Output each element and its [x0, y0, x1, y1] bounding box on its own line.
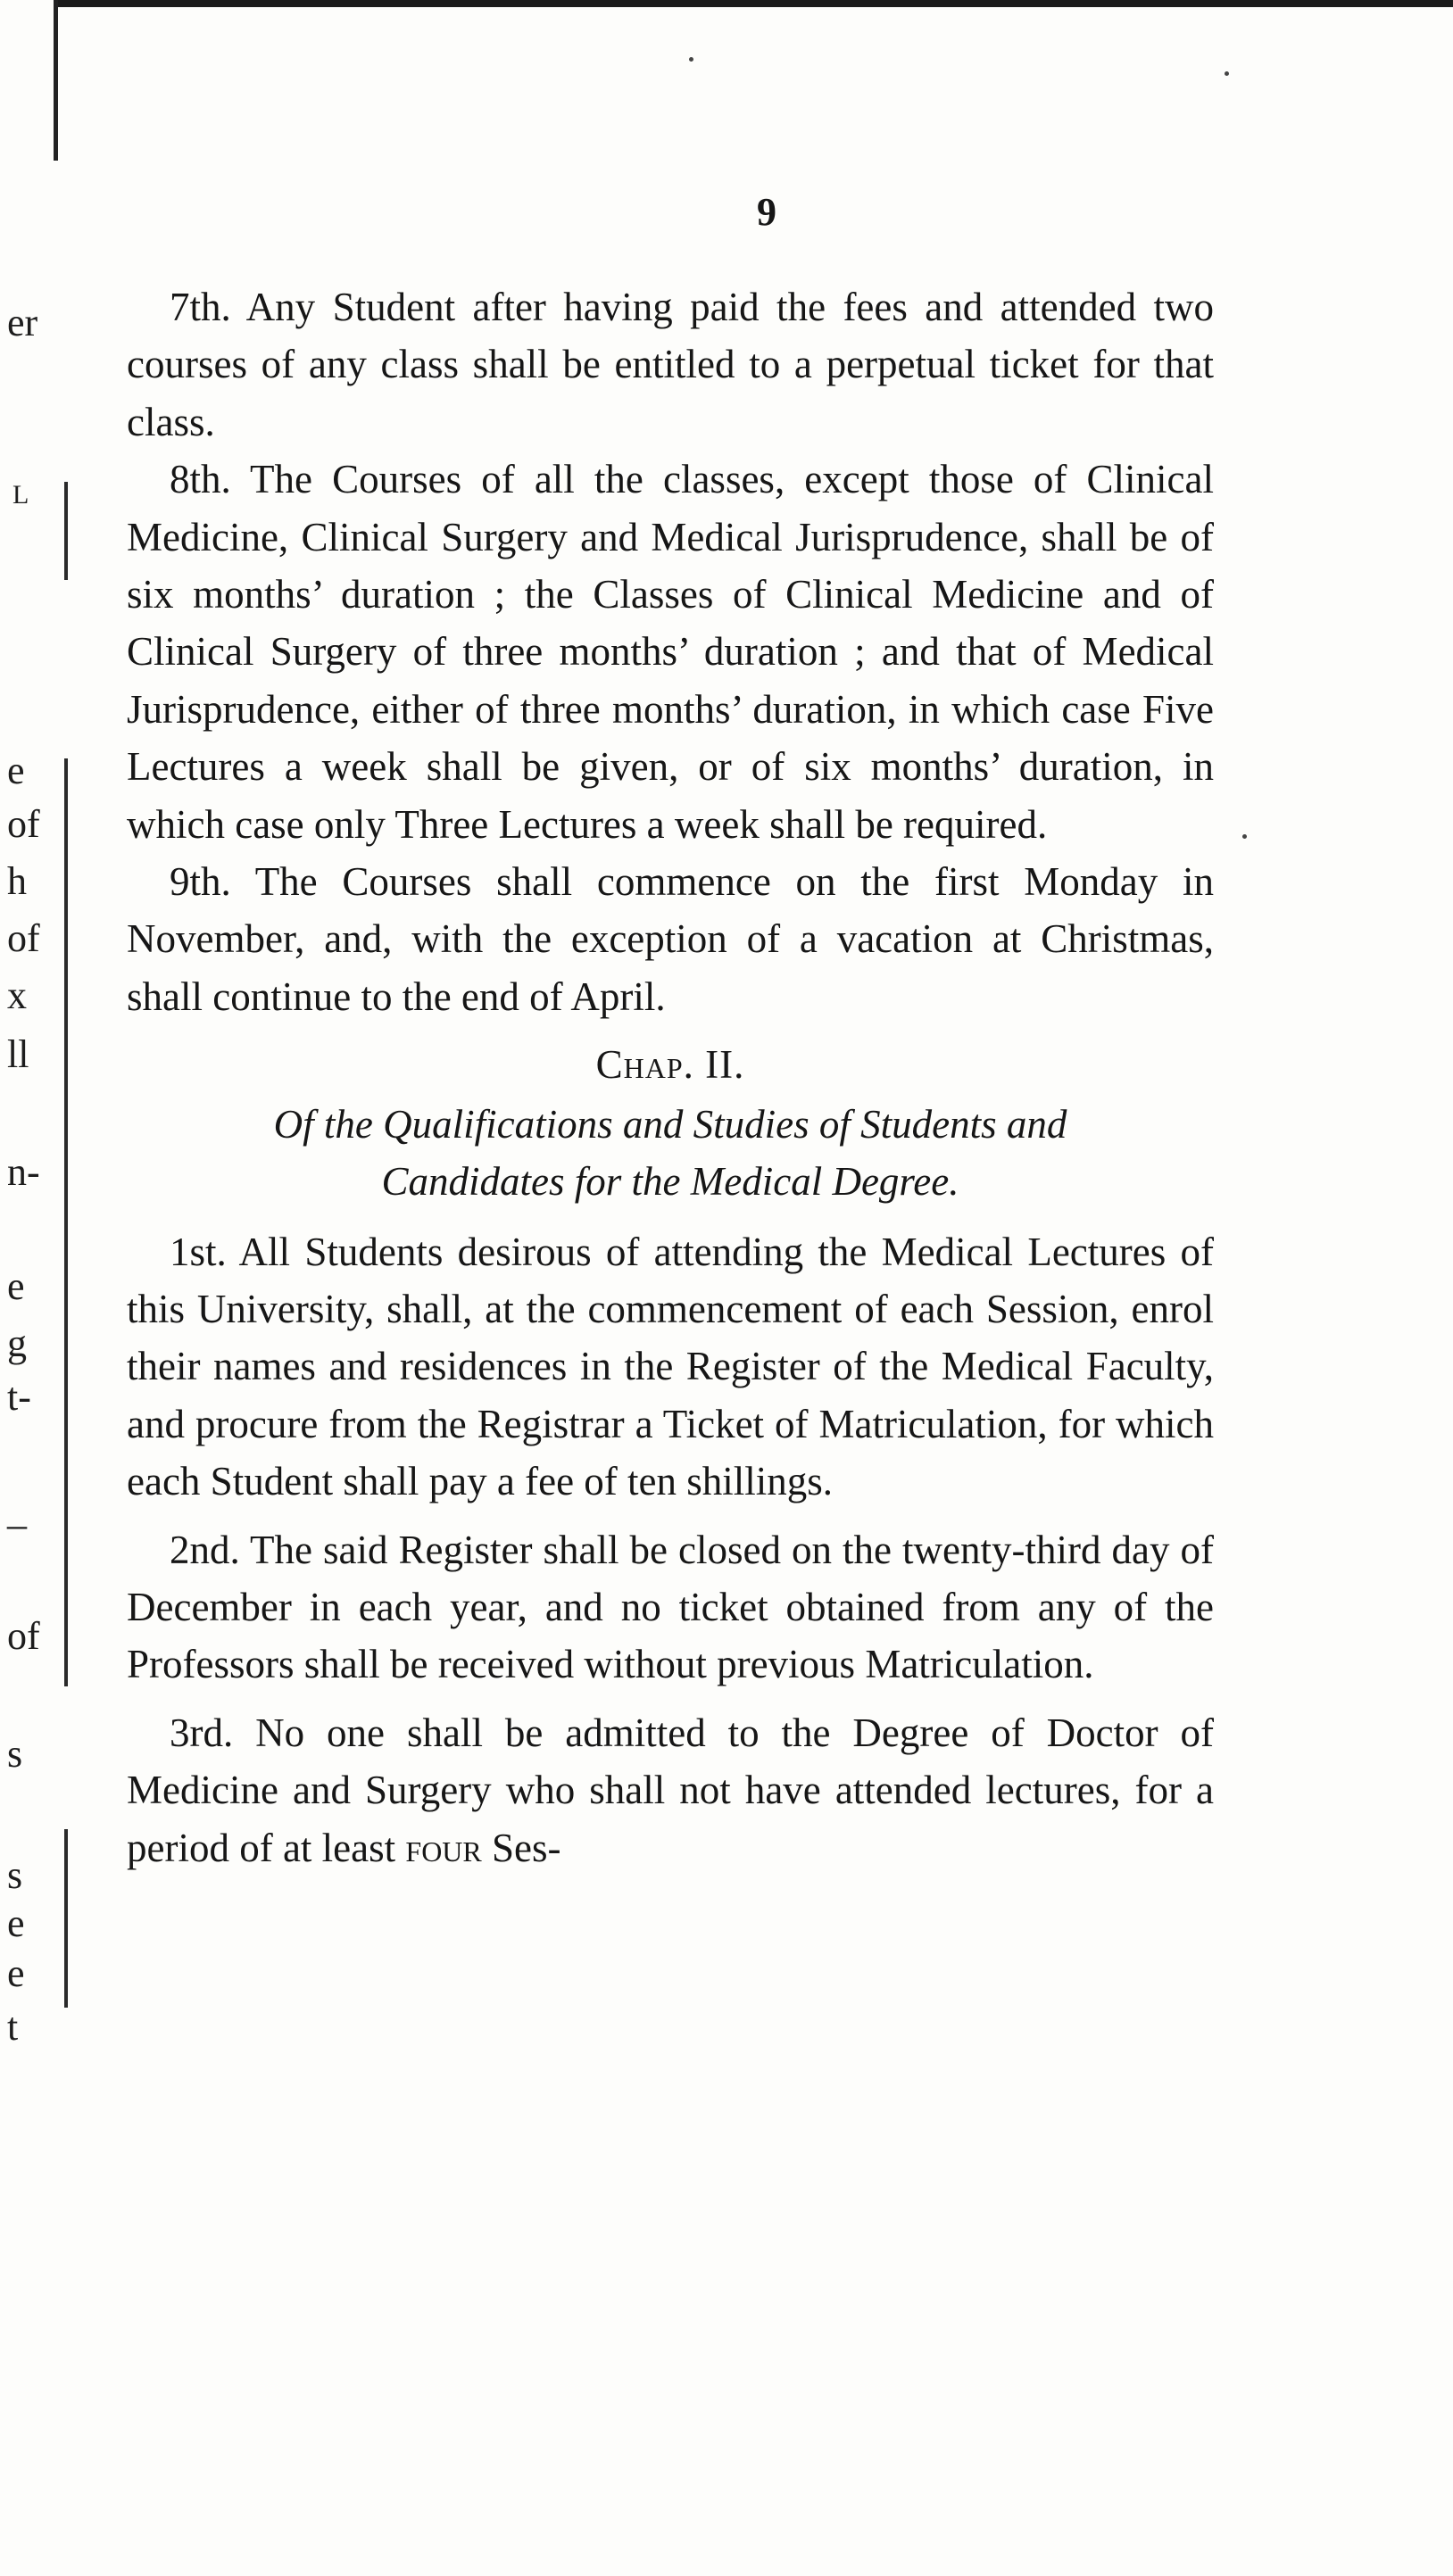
top-page-edge — [54, 0, 1453, 7]
chapter-subtitle-line-2: Candidates for the Medical Degree. — [381, 1159, 959, 1205]
gutter-fragment: n- — [7, 1150, 40, 1194]
paragraph-7th: 7th. Any Student after having paid the fees and attended two courses of any class shall be entitled to a perpetual ticket for that class. — [127, 285, 1214, 444]
gutter-fragment: e — [7, 1264, 25, 1308]
gutter-rule — [64, 1829, 68, 2008]
gutter-fragment: er — [7, 301, 38, 344]
chapter-subtitle — [127, 1096, 1214, 1211]
gutter-fragment: L — [12, 480, 29, 509]
gutter-fragment: s — [7, 1853, 23, 1897]
gutter-fragment: e — [7, 749, 25, 792]
gutter-rule — [64, 758, 68, 1686]
paragraph-1st: 1st. All Students desirous of attending the Medical Lectures of this University, shall, at the commencement of each Session, enrol their names and residences in the Register of the Medical Faculty, and procure from the Registrar a Ticket of Matriculation, for which each Student shall pay a fee of ten shillings. — [127, 1229, 1214, 1504]
paragraph-2nd: 2nd. The said Register shall be closed on the twenty-third day of December in each year, and no ticket obtained from any of the Professors shall be received without previous Matriculation. — [127, 1527, 1214, 1687]
gutter-fragment: e — [7, 1951, 25, 1995]
gutter-fragment: x — [7, 973, 27, 1017]
gutter-fragment: of — [7, 802, 40, 846]
ink-speck — [1242, 834, 1247, 839]
paragraph-8th: 8th. The Courses of all the classes, except those of Clinical Medicine, Clinical Surgery and Medical Jurisprudence, shall be of six months’ duration ; the Classes of Clinical Medicine and of Clinical Surgery of three months’ duration ; and that of Medical Jurisprudence, either of three months’ duration, in which case Five Lectures a week shall be given, or of six months’ duration, in which case only Three Lectures a week shall be required. — [127, 457, 1214, 847]
gutter-fragment: _ — [7, 1489, 27, 1533]
gutter-fragment: e — [7, 1901, 25, 1945]
ink-speck — [689, 57, 693, 62]
paragraph-3rd-emphasis: four — [405, 1825, 482, 1870]
gutter-fragment: t- — [7, 1375, 31, 1419]
chapter-subtitle-line-1: Of the Qualifications and Studies of Students and — [273, 1101, 1067, 1147]
gutter-rule — [64, 482, 68, 580]
gutter-fragment: h — [7, 859, 27, 903]
paragraph-3rd-continuation: Ses- — [481, 1825, 561, 1870]
paragraph-3rd-text: 3rd. No one shall be admitted to the Degree of Doctor of Medicine and Surgery who shall not have attended lectures, for a period of at least — [127, 1710, 1214, 1870]
body-text — [127, 278, 1214, 1876]
page-number: 9 — [757, 190, 776, 234]
gutter-fragment: ll — [7, 1032, 29, 1076]
chapter-heading: Chap. II. — [595, 1042, 745, 1088]
gutter-fragment: of — [7, 916, 40, 960]
gutter-fragment: g — [7, 1321, 27, 1365]
gutter-fragment: s — [7, 1732, 23, 1776]
gutter-fragment: t — [7, 2005, 19, 2049]
ink-speck — [1225, 71, 1229, 76]
binding-edge — [54, 0, 58, 161]
gutter-fragment: of — [7, 1614, 40, 1658]
paragraph-9th: 9th. The Courses shall commence on the first Monday in November, and, with the exception of a vacation at Christmas, shall continue to the end of April. — [127, 859, 1214, 1019]
paragraph-3rd — [127, 1704, 1214, 1876]
